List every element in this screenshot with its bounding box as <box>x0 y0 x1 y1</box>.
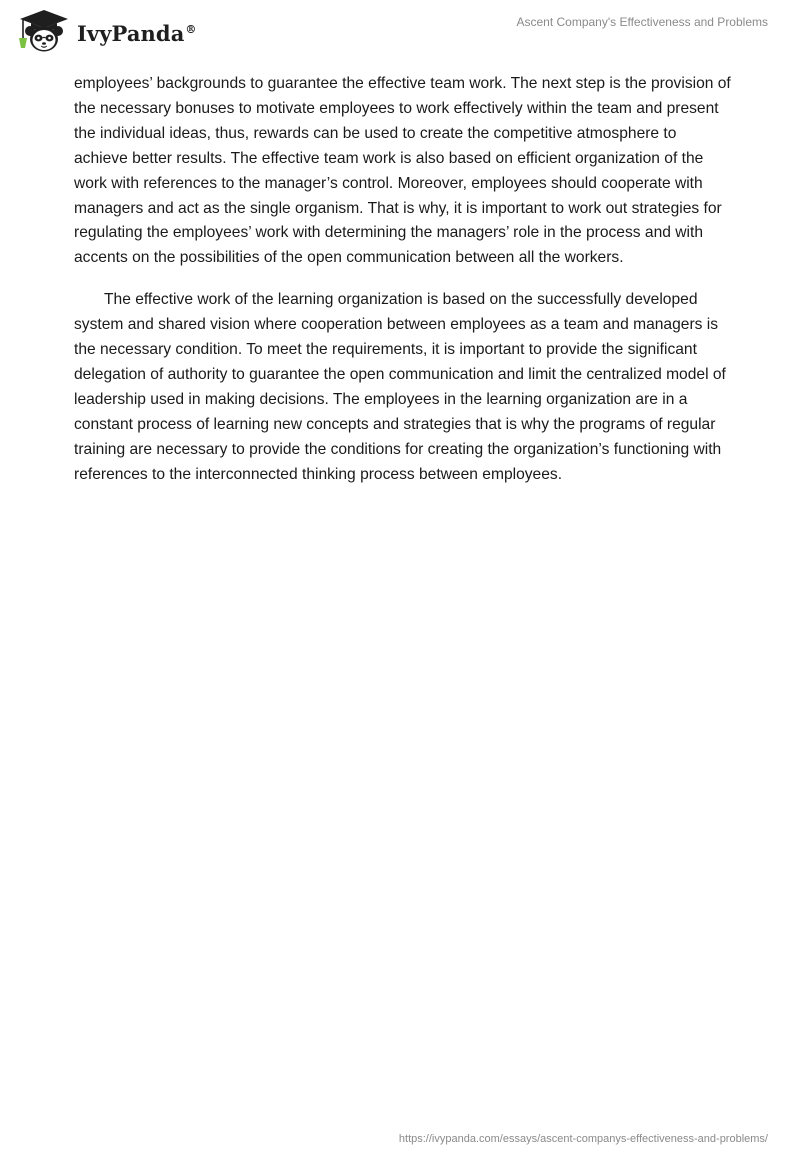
page-header <box>0 0 800 60</box>
essay-body <box>74 72 734 505</box>
logo-wordmark <box>77 21 197 46</box>
source-url[interactable]: https://ivypanda.com/essays/ascent-companys-effectiveness-and-problems/ <box>398 1133 768 1145</box>
document-title: Ascent Company's Effectiveness and Problems <box>516 15 768 29</box>
registered-mark: ® <box>185 22 197 36</box>
essay-paragraph: The effective work of the learning organization is based on the successfully developed system and shared vision where cooperation between employees as a team and managers is the necessary condition. To meet the requirements, it is important to provide the significant delegation of authority to guarantee the open communication and limit the centralized model of leadership used in making decisions. The employees in the learning organization are in a constant process of learning new concepts and strategies that is why the programs of regular training are necessary to provide the conditions for creating the organization’s functioning with references to the interconnected thinking process between employees. <box>74 291 726 483</box>
logo-wordmark-text: IvyPanda <box>77 20 185 46</box>
essay-paragraph: employees’ backgrounds to guarantee the effective team work. The next step is the provision of the necessary bonuses to motivate employees to work effectively within the team and present the individual ideas, thus, rewards can be used to create the competitive atmosphere to achieve better results. The effective team work is also based on efficient organization of the work with references to the manager’s control. Moreover, employees should cooperate with managers and act as the single organism. That is why, it is important to work out strategies for regulating the employees’ work with determining the managers’ role in the process and with accents on the possibilities of the open communication between all the workers. <box>74 75 731 267</box>
panda-graduate-icon <box>14 8 74 54</box>
ivypanda-logo[interactable] <box>14 8 197 54</box>
